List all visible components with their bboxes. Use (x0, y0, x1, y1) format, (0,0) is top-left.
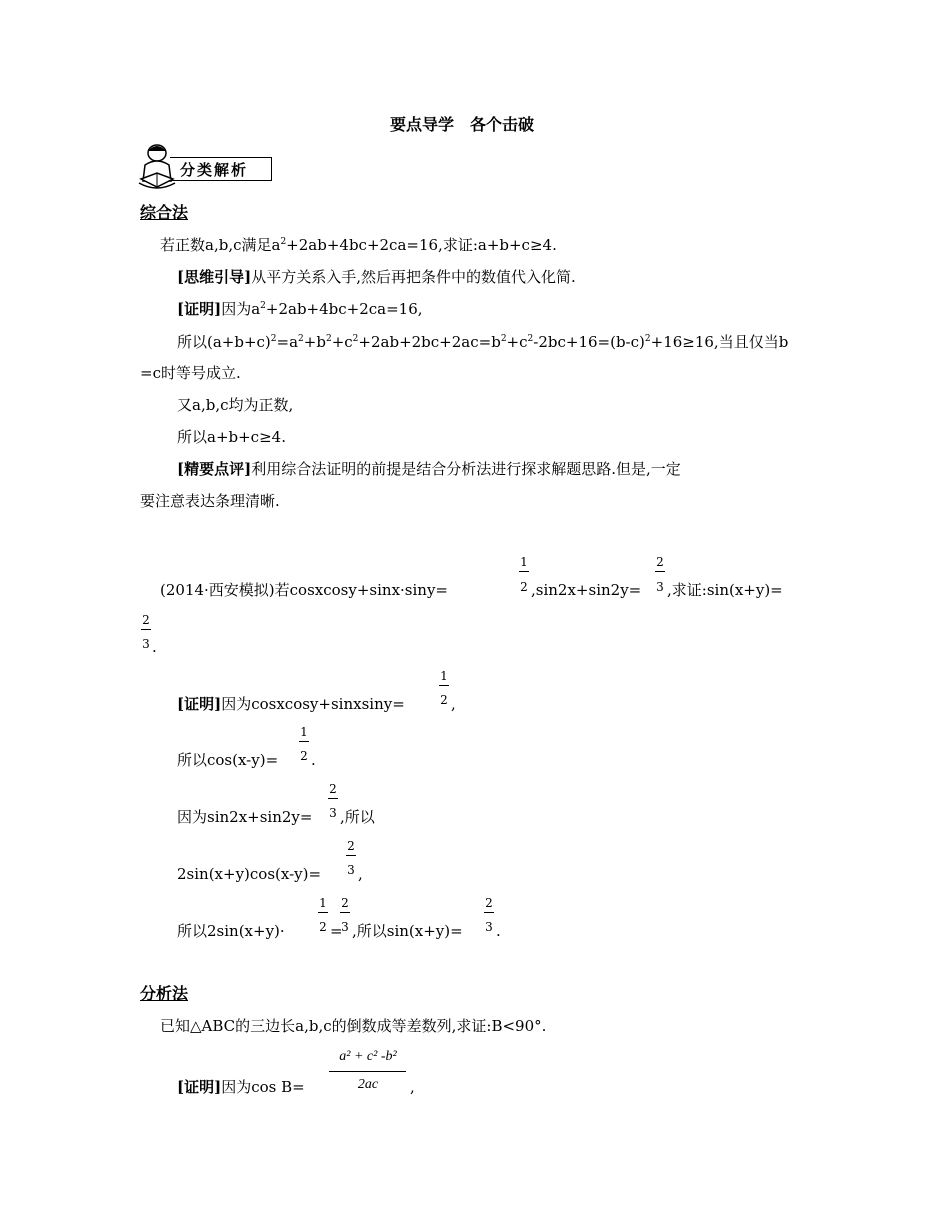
section-heading-analysis: 分析法 (140, 984, 189, 1003)
comma: , (451, 695, 456, 713)
frac-num: 1 (319, 896, 327, 910)
comma: , (358, 865, 363, 883)
frac-den: 3 (341, 920, 349, 934)
frac-den: 3 (329, 806, 337, 820)
proof-1-line-3: =c时等号成立. (140, 364, 241, 382)
proof-2-line-5a: 所以2sin(x+y)· (177, 922, 285, 940)
frac-den: 2 (440, 693, 448, 707)
proof-2-line-5c: ,所以sin(x+y)= (352, 922, 463, 940)
frac-num: 2 (142, 613, 150, 627)
period: . (311, 751, 316, 769)
frac-num: 2 (656, 555, 664, 569)
problem-2-period: . (152, 638, 157, 656)
frac-den: 2 (300, 749, 308, 763)
proof-2-line-3b: ,所以 (340, 808, 375, 826)
comment-1-line-2: 要注意表达条理清晰. (140, 492, 280, 510)
frac-den: 3 (485, 920, 493, 934)
frac-num: 2 (347, 839, 355, 853)
frac-den: 3 (142, 637, 150, 651)
logo-label: 分类解析 (180, 161, 249, 179)
frac-num: 2 (329, 782, 337, 796)
proof-2-line-1: [证明]因为cosxcosy+sinxsiny= (177, 695, 405, 713)
proof-2-line-2: 所以cos(x-y)= (177, 751, 279, 769)
formula-numerator: a² + c² -b² (339, 1049, 397, 1064)
formula-denominator: 2ac (357, 1077, 379, 1092)
proof-1-line-2: 所以$(a+b+c)^2=a^2+b^2+c^2+2ab+2bc+2ac=b^2+c^2-2bc+16=(b-c)^2+16\ge 16$,当且仅当b (177, 333, 789, 351)
problem-2-part-b: ,sin2x+sin2y= (531, 581, 642, 599)
proof-1-line-4: 又a,b,c均为正数, (177, 396, 294, 414)
comment-1-line-1: [精要点评]利用综合法证明的前提是结合分析法进行探求解题思路.但是,一定 (177, 460, 681, 478)
page-title: 要点导学 各个击破 (390, 115, 535, 134)
proof-1-line-1: [证明]因为$a^2+2ab+4bc+2ca=16$, (177, 300, 423, 318)
proof-2-line-4: 2sin(x+y)cos(x-y)= (177, 865, 322, 883)
equals: = (330, 922, 343, 940)
frac-num: 1 (440, 669, 448, 683)
hint-1: [思维引导]从平方关系入手,然后再把条件中的数值代入化简. (177, 268, 576, 286)
period: . (496, 922, 501, 940)
frac-den: 3 (656, 580, 664, 594)
frac-num: 1 (300, 725, 308, 739)
proof-1-line-5: 所以a+b+c≥4. (177, 428, 286, 446)
frac-den: 2 (520, 580, 528, 594)
problem-2-part-a: (2014·西安模拟)若cosxcosy+sinx·siny= (160, 581, 448, 599)
frac-den: 2 (319, 920, 327, 934)
problem-2-part-c: ,求证:sin(x+y)= (667, 581, 783, 599)
frac-num: 2 (341, 896, 349, 910)
frac-den: 3 (347, 863, 355, 877)
frac-num: 1 (520, 555, 528, 569)
problem-1: 若正数a,b,c满足$a^2+2ab+4bc+2ca=16$,求证:a+b+c≥4. (160, 236, 557, 254)
proof-2-line-3a: 因为sin2x+sin2y= (177, 808, 313, 826)
problem-3: 已知△ABC的三边长a,b,c的倒数成等差数列,求证:B<90°. (160, 1017, 547, 1035)
proof-3-line-1: [证明]因为cos B= (177, 1078, 305, 1096)
comma: , (410, 1078, 415, 1096)
frac-num: 2 (485, 896, 493, 910)
section-heading-synthesis: 综合法 (140, 203, 189, 222)
